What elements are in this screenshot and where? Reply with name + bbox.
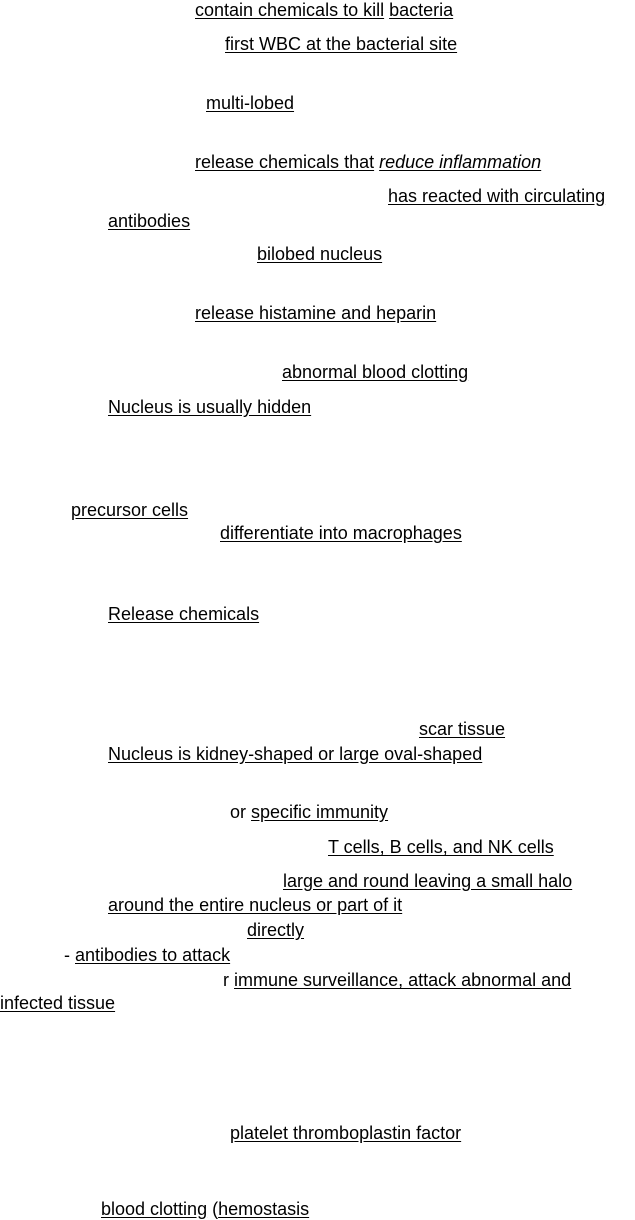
note-line	[108, 604, 259, 624]
note-text: Nucleus is kidney-shaped or large oval-shaped	[108, 744, 483, 764]
note-text-plain: or	[230, 802, 247, 822]
note-line	[108, 397, 311, 417]
note-line	[195, 0, 453, 20]
note-text: hemostasis	[218, 1199, 310, 1219]
note-line	[282, 362, 468, 382]
note-text: antibodies	[108, 211, 191, 231]
note-text: bacteria	[389, 0, 454, 20]
note-text: abnormal blood clotting	[282, 362, 469, 382]
note-text-plain: -	[64, 945, 75, 965]
note-line	[419, 719, 505, 739]
note-text: release histamine and heparin	[195, 303, 437, 323]
note-text: infected tissue	[0, 993, 116, 1013]
note-text: T cells, B cells, and NK cells	[328, 837, 554, 857]
note-line	[283, 871, 572, 891]
note-line	[108, 211, 190, 231]
note-line	[108, 744, 482, 764]
note-text: first WBC at the bacterial site	[225, 34, 458, 54]
note-text: differentiate into macrophages	[220, 523, 462, 543]
note-line	[195, 303, 436, 323]
note-line	[64, 945, 230, 965]
note-line	[195, 152, 541, 172]
note-text: antibodies to attack	[75, 945, 231, 965]
note-line	[388, 186, 605, 206]
note-text: platelet thromboplastin factor	[230, 1123, 462, 1143]
note-line	[247, 920, 304, 940]
note-text-italic: reduce inflammation	[379, 152, 542, 172]
note-text: directly	[247, 920, 305, 940]
note-line	[0, 993, 115, 1013]
note-text: has reacted with circulating	[388, 186, 606, 206]
note-text: precursor cells	[71, 500, 189, 520]
note-text: Nucleus is usually hidden	[108, 397, 312, 417]
note-text: immune surveillance, attack abnormal and	[234, 970, 572, 990]
note-line	[101, 1199, 309, 1219]
note-text: Release chemicals	[108, 604, 260, 624]
note-text-plain: r	[223, 970, 229, 990]
note-line	[71, 500, 188, 520]
note-text-plain: (	[207, 1199, 219, 1219]
note-line	[220, 523, 462, 543]
note-line	[223, 970, 571, 990]
note-line	[225, 34, 457, 54]
note-text: specific immunity	[251, 802, 389, 822]
note-text: scar tissue	[419, 719, 506, 739]
note-line	[230, 802, 388, 822]
note-line	[206, 93, 294, 113]
note-text: large and round leaving a small halo	[283, 871, 573, 891]
note-line	[108, 895, 402, 915]
note-line	[257, 244, 382, 264]
note-text: release chemicals that	[195, 152, 375, 172]
note-text: multi-lobed	[206, 93, 295, 113]
note-line	[230, 1123, 461, 1143]
note-text: blood clotting	[101, 1199, 208, 1219]
note-text: contain chemicals to kill	[195, 0, 385, 20]
note-text: bilobed nucleus	[257, 244, 383, 264]
note-line	[328, 837, 554, 857]
note-text: around the entire nucleus or part of it	[108, 895, 403, 915]
